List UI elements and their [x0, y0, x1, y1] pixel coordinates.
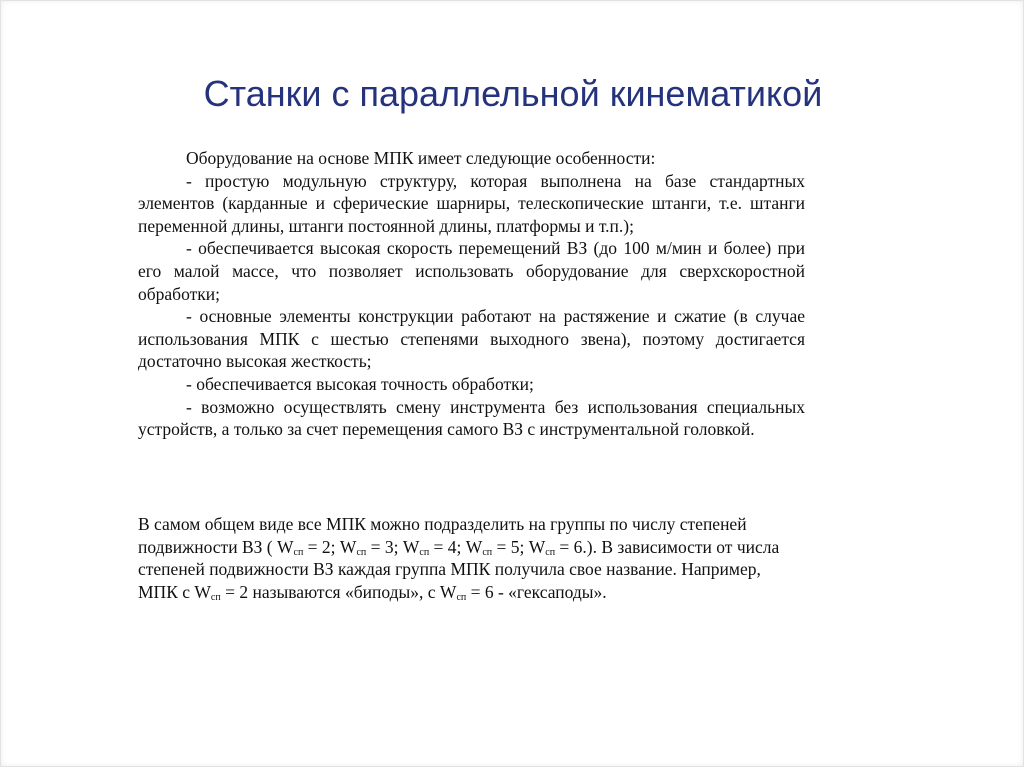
groups-text-4: = 6 - «гексаподы».	[466, 581, 607, 602]
feature-item: - возможно осуществлять смену инструмента без использования специальных устройств, а только за счет перемещения самого ВЗ с инструментальной головкой.	[138, 396, 805, 440]
dof-value-6: = 6.).	[555, 536, 602, 557]
w-symbol: W	[528, 536, 546, 557]
groups-paragraph	[138, 513, 805, 603]
feature-item: - основные элементы конструкции работают на растяжение и сжатие (в случае использования МПК с шестью степенями выходного звена), поэтому достигается достаточно высокая жесткость;	[138, 306, 805, 372]
w-subscript: сп	[419, 546, 430, 558]
w-symbol: W	[402, 536, 420, 557]
w-symbol: W	[465, 536, 483, 557]
w-subscript: сп	[545, 546, 556, 558]
dof-value-5: = 5;	[492, 536, 529, 557]
features-intro: Оборудование на основе МПК имеет следующие особенности:	[186, 148, 656, 168]
w-subscript: сп	[293, 546, 304, 558]
dof-value-3: = 3;	[366, 536, 403, 557]
w-subscript: сп	[356, 546, 367, 558]
dof-value-2: = 2;	[303, 536, 340, 557]
w-subscript: сп	[456, 591, 467, 603]
groups-block	[138, 513, 805, 603]
features-block	[138, 147, 805, 441]
w-symbol: W	[194, 581, 211, 602]
w-symbol: W	[339, 536, 357, 557]
w-symbol: W	[276, 536, 294, 557]
groups-text-3: = 2 называются «биподы», с	[220, 581, 440, 602]
w-symbol: W	[439, 581, 457, 602]
feature-item: - обеспечивается высокая точность обработки;	[186, 373, 534, 394]
groups-text-1: В самом общем виде все МПК можно подразделить на группы по числу степеней подвижности ВЗ (	[138, 514, 747, 557]
groups-text-2: В зависимости от числа степеней подвижности ВЗ каждая группа МПК получила свое название. Например, МПК с	[138, 536, 780, 602]
w-subscript: сп	[482, 546, 493, 558]
w-subscript: сп	[210, 591, 221, 603]
feature-item: - простую модульную структуру, которая выполнена на базе стандартных элементов (карданные и сферические шарниры, телескопические штанги, т.е. штанги переменной длины, штанги постоянной длины, платформы и т.п.);	[138, 170, 805, 236]
feature-item: - обеспечивается высокая скорость перемещений ВЗ (до 100 м/мин и более) при его малой массе, что позволяет использовать оборудование для сверхскоростной обработки;	[138, 238, 805, 304]
dof-value-4: = 4;	[429, 536, 466, 557]
slide-title: Станки с параллельной кинематикой	[203, 73, 823, 114]
